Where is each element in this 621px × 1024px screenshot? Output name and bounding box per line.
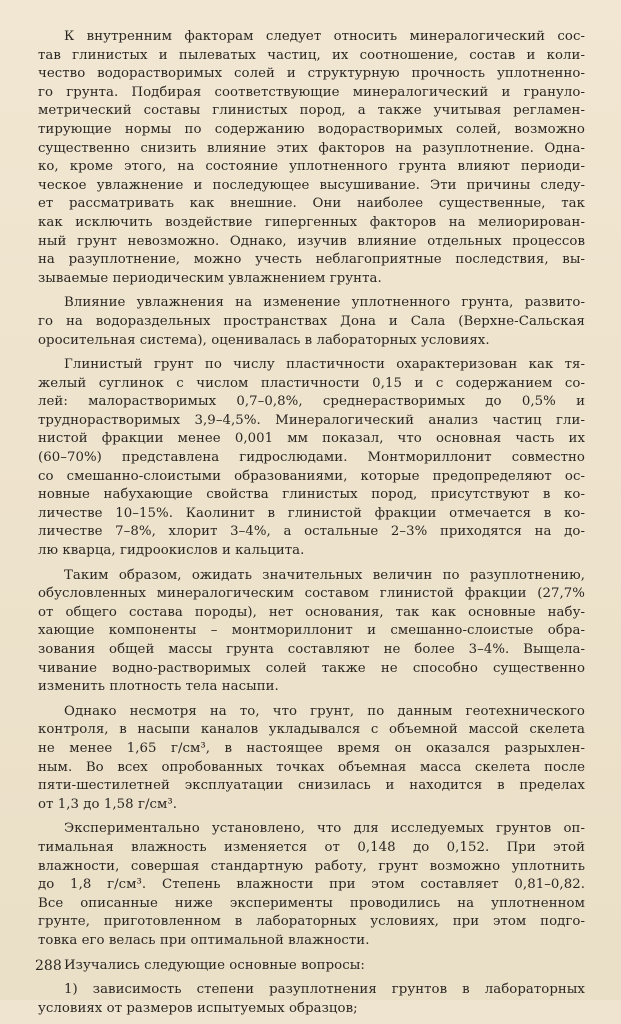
- text-line: личестве 7–8%, хлорит 3–4%, а остальные 2–3% приходятся на до-: [38, 524, 585, 540]
- text-line: го на водораздельных пространствах Дона и Сала (Верхне-Сальская: [38, 313, 585, 329]
- text-line: ный грунт невозможно. Однако, изучив влияние отдельных процессов: [38, 233, 585, 249]
- text-line: оросительная система), оценивалась в лабораторных условиях.: [38, 332, 490, 348]
- text-line: влажности, совершая стандартную работу, грунт возможно уплотнить: [38, 858, 585, 874]
- text-line: товка его велась при оптимальной влажности.: [38, 932, 370, 948]
- text-line: ко, кроме этого, на состояние уплотненного грунта влияют периоди-: [38, 159, 585, 175]
- text-line: К внутренним факторам следует относить минералогический сос-: [64, 29, 585, 44]
- text-line: Все описанные ниже эксперименты проводились на уплотненном: [38, 895, 585, 911]
- paragraph: [38, 356, 585, 561]
- text-line: желый суглинок с числом пластичности 0,15 и с содержанием со-: [38, 375, 585, 391]
- text-line: хающие компоненты – монтмориллонит и смешанно-слоистые обра-: [38, 623, 585, 639]
- text-line: существенно снизить влияние этих факторов на разуплотнение. Одна-: [38, 140, 585, 156]
- text-line: Таким образом, ожидать значительных величин по разуплотнению,: [64, 567, 585, 583]
- text-line: со смешанно-слоистыми образованиями, которые предопределяют ос-: [38, 468, 585, 484]
- text-line: изменить плотность тела насыпи.: [38, 679, 279, 695]
- text-line: ет рассматривать как внешние. Они наиболее существенные, так: [38, 196, 585, 212]
- paragraph: [38, 294, 585, 350]
- text-line: пяти-шестилетней эксплуатации снизилась и находится в пределах: [38, 778, 585, 794]
- text-line: личестве 10–15%. Каолинит в глинистой фракции отмечается в ко-: [38, 505, 585, 521]
- text-line: новные набухающие свойства глинистых пород, присутствуют в ко-: [38, 487, 585, 503]
- text-line: (60–70%) представлена гидрослюдами. Монтмориллонит совместно: [38, 450, 585, 466]
- text-line: ческое увлажнение и последующее высушивание. Эти причины следу-: [38, 177, 585, 193]
- text-line: грунте, приготовленном в лабораторных условиях, при этом подго-: [38, 914, 585, 930]
- paragraph: [38, 957, 585, 976]
- text-line: нистой фракции менее 0,001 мм показал, что основная часть их: [38, 431, 585, 447]
- text-line: тимальная влажность изменяется от 0,148 до 0,152. При этой: [38, 839, 585, 855]
- text-line: тирующие нормы по содержанию водорастворимых солей, возможно: [38, 121, 585, 137]
- text-line: 1) зависимость степени разуплотнения грунтов в лабораторных: [64, 982, 585, 998]
- text-line: чество водорастворимых солей и структурную прочность уплотненно-: [38, 66, 585, 82]
- text-line: не менее 1,65 г/см³, в настоящее время он оказался разрыхлен-: [38, 740, 585, 756]
- text-line: до 1,8 г/см³. Степень влажности при этом составляет 0,81–0,82.: [38, 877, 585, 893]
- text-line: Экспериментально установлено, что для исследуемых грунтов оп-: [64, 821, 585, 837]
- text-line: зываемые периодическим увлажнением грунта.: [38, 270, 382, 286]
- page-body-text: [38, 28, 585, 1024]
- text-line: зования общей массы грунта составляют не более 3–4%. Выщела-: [38, 642, 585, 657]
- text-line: метрический составы глинистых пород, а также учитывая регламен-: [38, 103, 585, 119]
- text-line: от 1,3 до 1,58 г/см³.: [38, 796, 178, 812]
- paragraph: [38, 703, 585, 815]
- text-line: Однако несмотря на то, что грунт, по данным геотехнического: [64, 703, 585, 719]
- text-line: лю кварца, гидроокислов и кальцита.: [38, 543, 305, 559]
- text-line: обусловленных минералогическим составом глинистой фракции (27,7%: [38, 586, 585, 602]
- text-line: го грунта. Подбирая соответствующие минералогический и грануло-: [38, 84, 585, 100]
- text-line: от общего состава породы), нет основания, так как основные набу-: [38, 604, 585, 620]
- text-line: условиях от размеров испытуемых образцов;: [38, 1000, 358, 1016]
- paragraph: [38, 820, 585, 950]
- text-line: лей: малорастворимых 0,7–0,8%, среднерастворимых до 0,5% и: [38, 394, 585, 410]
- text-line: труднорастворимых 3,9–4,5%. Минералогический анализ частиц гли-: [38, 412, 585, 428]
- text-line: Влияние увлажнения на изменение уплотненного грунта, развито-: [64, 295, 585, 311]
- paragraph: [38, 567, 585, 697]
- text-line: Глинистый грунт по числу пластичности охарактеризован как тя-: [64, 357, 585, 373]
- paragraph: [38, 28, 585, 288]
- text-line: Изучались следующие основные вопросы:: [64, 957, 365, 973]
- text-line: как исключить воздействие гипергенных факторов на мелиорирован-: [38, 214, 585, 230]
- text-line: чивание водно-растворимых солей также не способно существенно: [38, 660, 585, 676]
- text-line: на разуплотнение, можно учесть неблагоприятные последствия, вы-: [38, 252, 585, 268]
- text-line: ным. Во всех опробованных точках объемная масса скелета после: [38, 759, 585, 775]
- text-line: тав глинистых и пылеватых частиц, их соотношение, состав и коли-: [38, 47, 585, 63]
- page-number: 288: [35, 958, 62, 974]
- text-line: контроля, в насыпи каналов укладывался с объемной массой скелета: [38, 722, 585, 738]
